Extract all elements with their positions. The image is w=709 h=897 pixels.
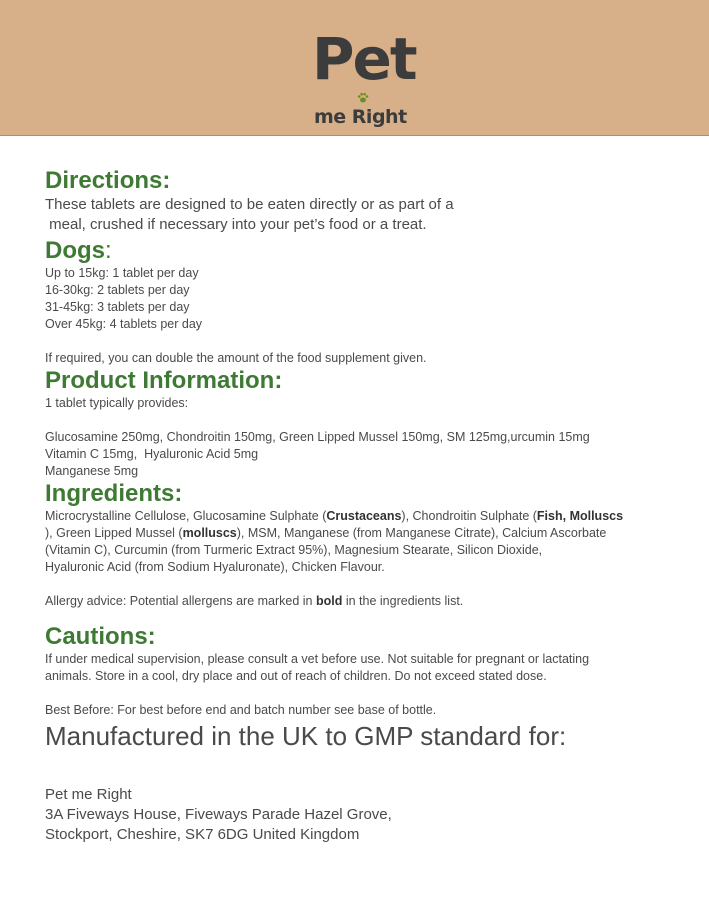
product-info-line: Vitamin C 15mg, Hyaluronic Acid 5mg — [45, 447, 259, 461]
dose-item: 16-30kg: 2 tablets per day — [45, 283, 190, 297]
dose-item: Up to 15kg: 1 tablet per day — [45, 266, 199, 280]
label-content — [45, 167, 695, 845]
allergy-text: in the ingredients list. — [342, 594, 464, 608]
dogs-dose-list — [45, 265, 695, 367]
ingredient-text: Microcrystalline Cellulose, Glucosamine Sulphate ( — [45, 509, 327, 523]
ingredients-text — [45, 508, 695, 610]
address-line: Pet me Right — [45, 786, 132, 803]
ingredient-text: ), Chondroitin Sulphate ( — [401, 509, 537, 523]
ingredient-text: ), Green Lipped Mussel ( — [45, 526, 183, 540]
header-banner — [0, 0, 709, 136]
ingredients-line — [45, 525, 695, 542]
directions-text — [45, 195, 695, 235]
allergy-advice — [45, 593, 695, 610]
dose-item: Over 45kg: 4 tablets per day — [45, 317, 203, 331]
ingredients-line: Hyaluronic Acid (from Sodium Hyaluronate), Chicken Flavour. — [45, 560, 385, 574]
allergen-bold: molluscs — [182, 526, 237, 540]
paw-icon — [357, 92, 369, 104]
address-line: Stockport, Cheshire, SK7 6DG United Kingdom — [45, 826, 360, 843]
ingredients-heading: Ingredients: — [45, 480, 183, 507]
cautions-text — [45, 651, 695, 719]
product-info-heading: Product Information: — [45, 367, 283, 394]
product-info-line: Manganese 5mg — [45, 464, 139, 478]
allergy-bold-word: bold — [315, 594, 343, 608]
allergen-bold: Crustaceans — [326, 509, 402, 523]
directions-line: meal, crushed if necessary into your pet’s food or a treat. — [45, 216, 427, 233]
allergy-text: Allergy advice: Potential allergens are marked in — [45, 594, 316, 608]
ingredients-line: (Vitamin C), Curcumin (from Turmeric Extract 95%), Magnesium Stearate, Silicon Dioxide, — [45, 543, 543, 557]
dose-item: 31-45kg: 3 tablets per day — [45, 300, 190, 314]
directions-heading: Directions: — [45, 167, 171, 194]
logo-pet-text: Pet — [312, 25, 416, 93]
brand-logo — [300, 22, 416, 132]
dose-note: If required, you can double the amount of the food supplement given. — [45, 351, 427, 365]
best-before: Best Before: For best before end and batch number see base of bottle. — [45, 703, 437, 717]
product-info-line: Glucosamine 250mg, Chondroitin 150mg, Green Lipped Mussel 150mg, SM 125mg,urcumin 15mg — [45, 430, 590, 444]
product-info-intro: 1 tablet typically provides: — [45, 396, 189, 410]
manufacturer-address — [45, 785, 695, 845]
caution-line: animals. Store in a cool, dry place and out of reach of children. Do not exceed stated dose. — [45, 669, 547, 683]
directions-line: These tablets are designed to be eaten directly or as part of a — [45, 196, 454, 213]
address-line: 3A Fiveways House, Fiveways Parade Hazel Grove, — [45, 806, 392, 823]
cautions-heading: Cautions: — [45, 623, 156, 650]
caution-line: If under medical supervision, please consult a vet before use. Not suitable for pregnant or lactating — [45, 652, 590, 666]
dogs-heading-text: Dogs — [45, 237, 105, 264]
manufacture-statement: Manufactured in the UK to GMP standard for: — [45, 721, 567, 751]
logo-me-right-text: me Right — [314, 106, 407, 128]
allergen-bold: Fish, Molluscs — [536, 509, 624, 523]
ingredients-line — [45, 508, 695, 525]
product-info-text — [45, 395, 695, 480]
dogs-heading-colon: : — [105, 237, 112, 264]
dogs-heading — [45, 237, 695, 265]
ingredient-text: ), MSM, Manganese (from Manganese Citrate), Calcium Ascorbate — [236, 526, 607, 540]
